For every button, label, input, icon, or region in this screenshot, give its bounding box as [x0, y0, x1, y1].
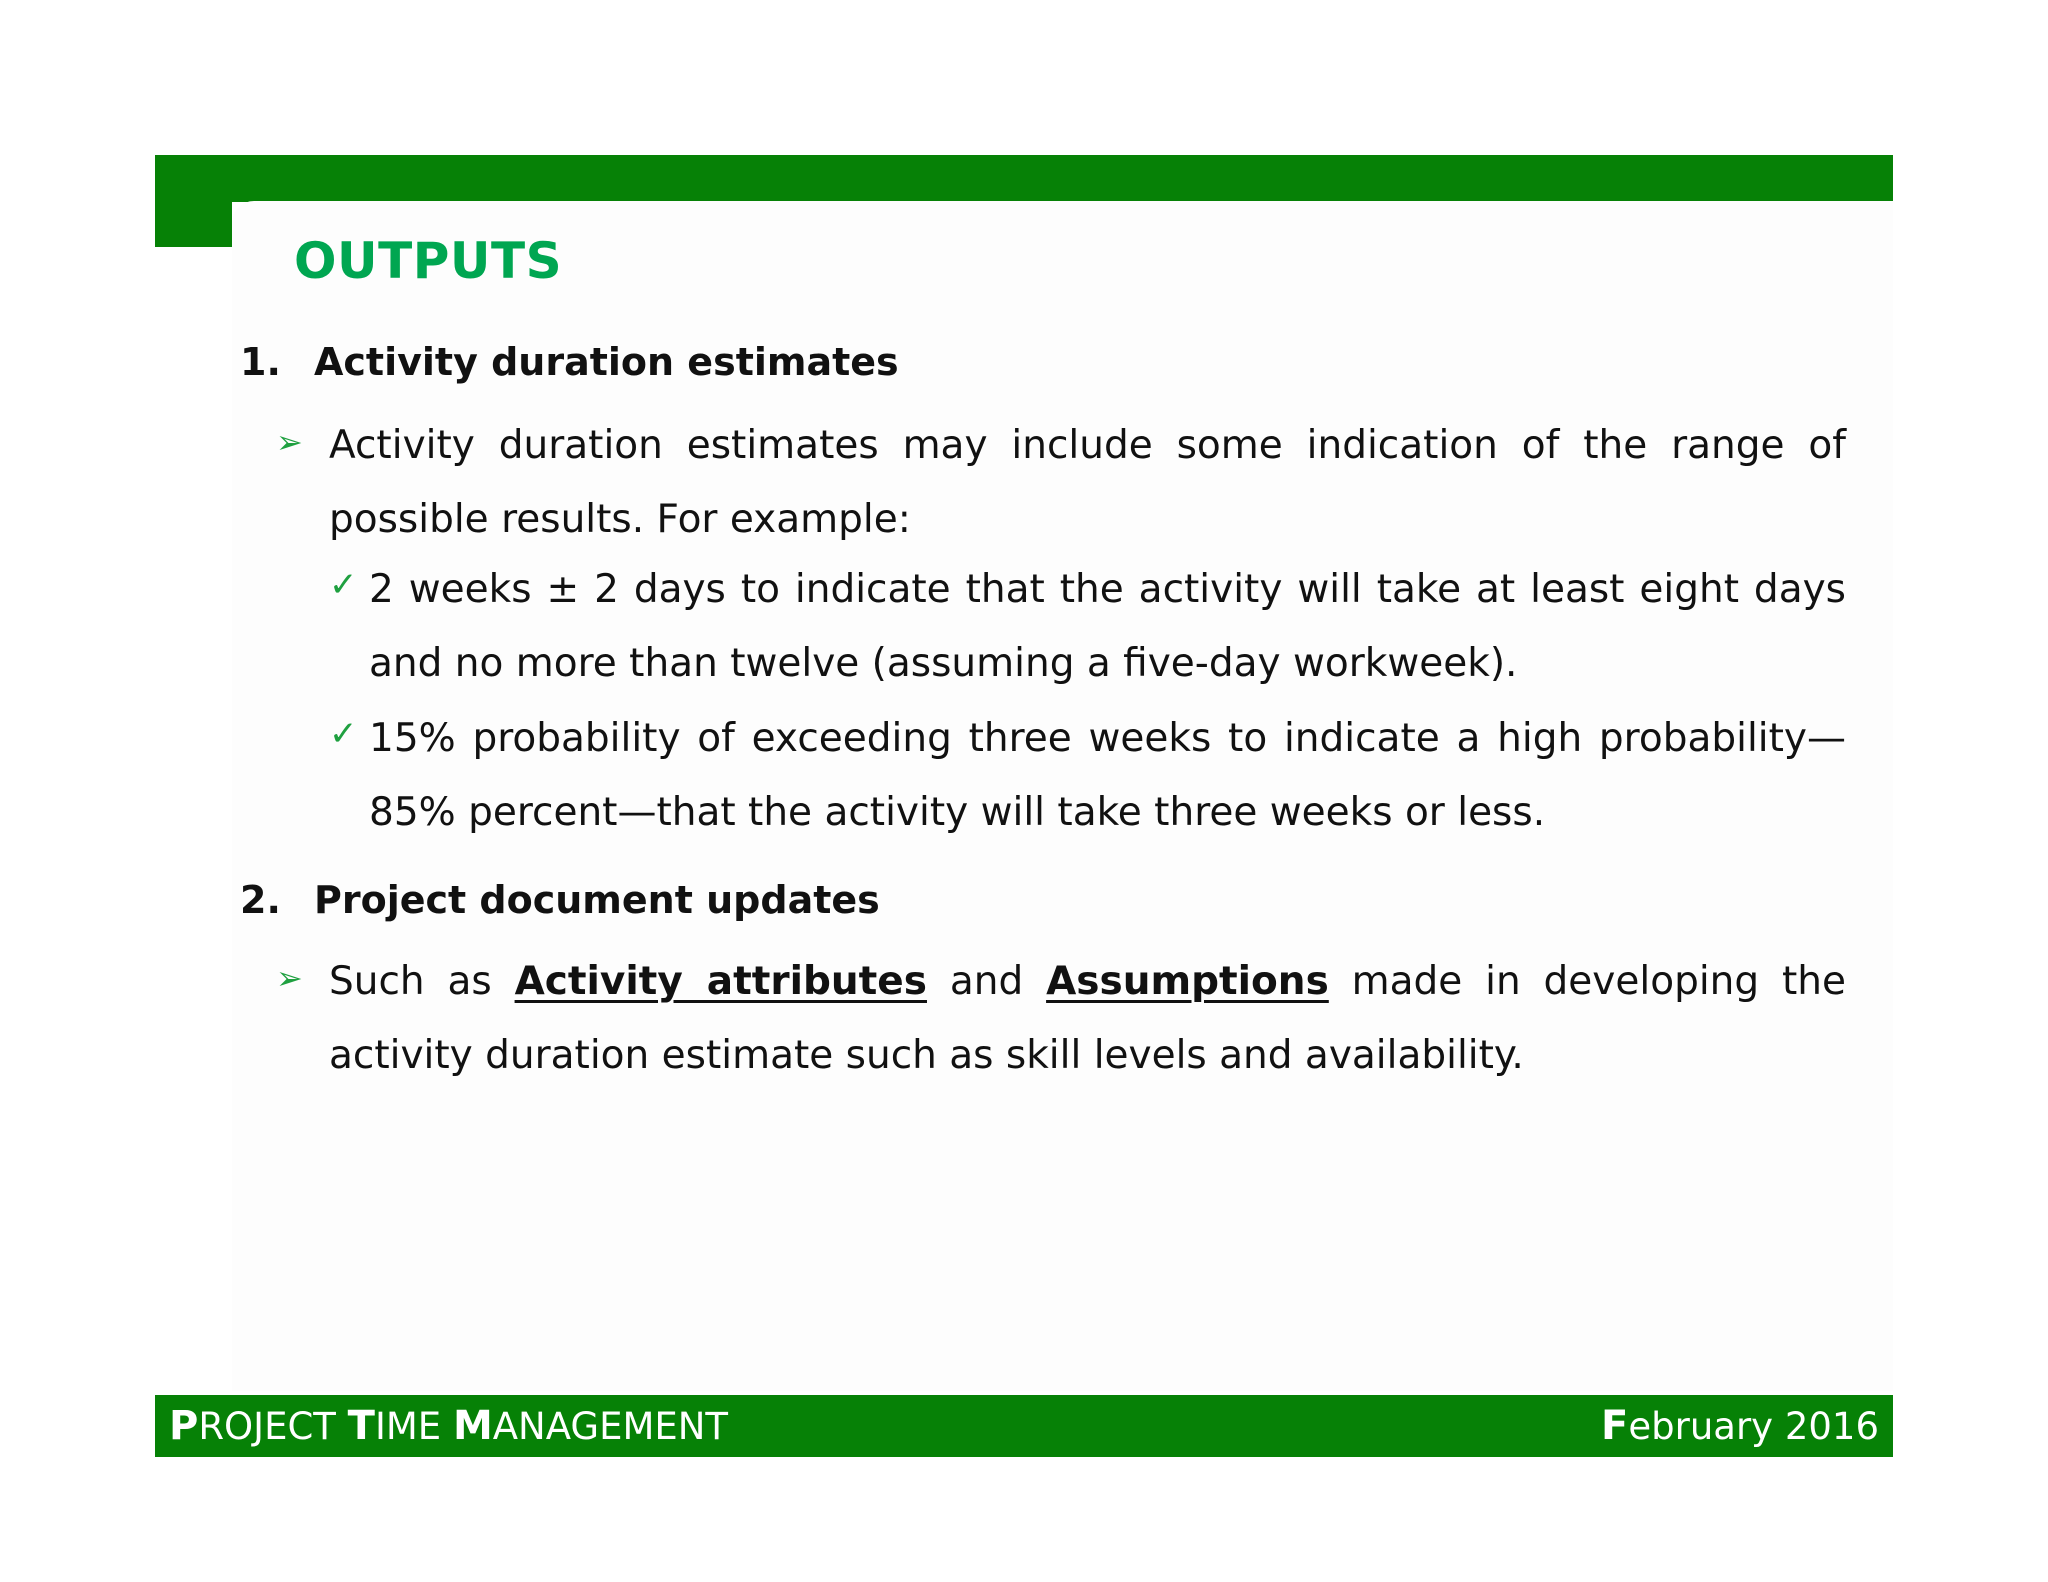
header-band	[155, 155, 1893, 202]
footer-date	[1601, 1403, 1879, 1449]
sub-bullet-2-text: 15% probability of exceeding three weeks to indicate a high probability—85% percent—that the activity will take three weeks or less.	[369, 716, 1846, 835]
section-2-bullet-text	[329, 945, 1846, 1093]
section-2-bullet-prefix: Such as	[329, 959, 492, 1004]
footer-left-word-2: IME	[374, 1405, 442, 1448]
section-2-bullet-suffix: made in developing the activity duration estimate such as skill levels and availability.	[329, 959, 1846, 1078]
footer-course-title	[169, 1403, 728, 1449]
footer-left-cap-1: P	[169, 1403, 199, 1449]
section-2-number: 2.	[240, 878, 281, 922]
section-1-title: Activity duration estimates	[314, 340, 899, 384]
footer-left-word-3: ANAGEMENT	[492, 1405, 729, 1448]
sub-bullet-1-text: 2 weeks ± 2 days to indicate that the activity will take at least eight days and no more than twelve (assuming a five-day workweek).	[369, 567, 1846, 686]
footer-left-word-1: ROJECT	[198, 1405, 336, 1448]
slide-title: OUTPUTS	[294, 232, 563, 290]
check-bullet-icon: ✓	[329, 565, 358, 605]
arrow-bullet-icon: ➢	[276, 423, 303, 461]
footer-right-rest: ebruary 2016	[1628, 1405, 1879, 1448]
section-2-bullet-mid: and	[949, 959, 1024, 1004]
footer-left-cap-3: M	[452, 1403, 493, 1449]
footer-right-cap: F	[1601, 1403, 1629, 1449]
arrow-bullet-icon: ➢	[276, 959, 303, 997]
activity-attributes-link[interactable]: Activity attributes	[514, 959, 927, 1004]
section-2-title: Project document updates	[314, 878, 880, 922]
check-bullet-icon: ✓	[329, 714, 358, 754]
section-1-bullet-text: Activity duration estimates may include some indication of the range of possible results. For example:	[329, 423, 1846, 542]
section-1-number: 1.	[240, 340, 281, 384]
assumptions-link[interactable]: Assumptions	[1046, 959, 1329, 1004]
footer-left-cap-2: T	[347, 1403, 375, 1449]
footer-band	[155, 1395, 1893, 1457]
header-left-block	[155, 155, 232, 247]
